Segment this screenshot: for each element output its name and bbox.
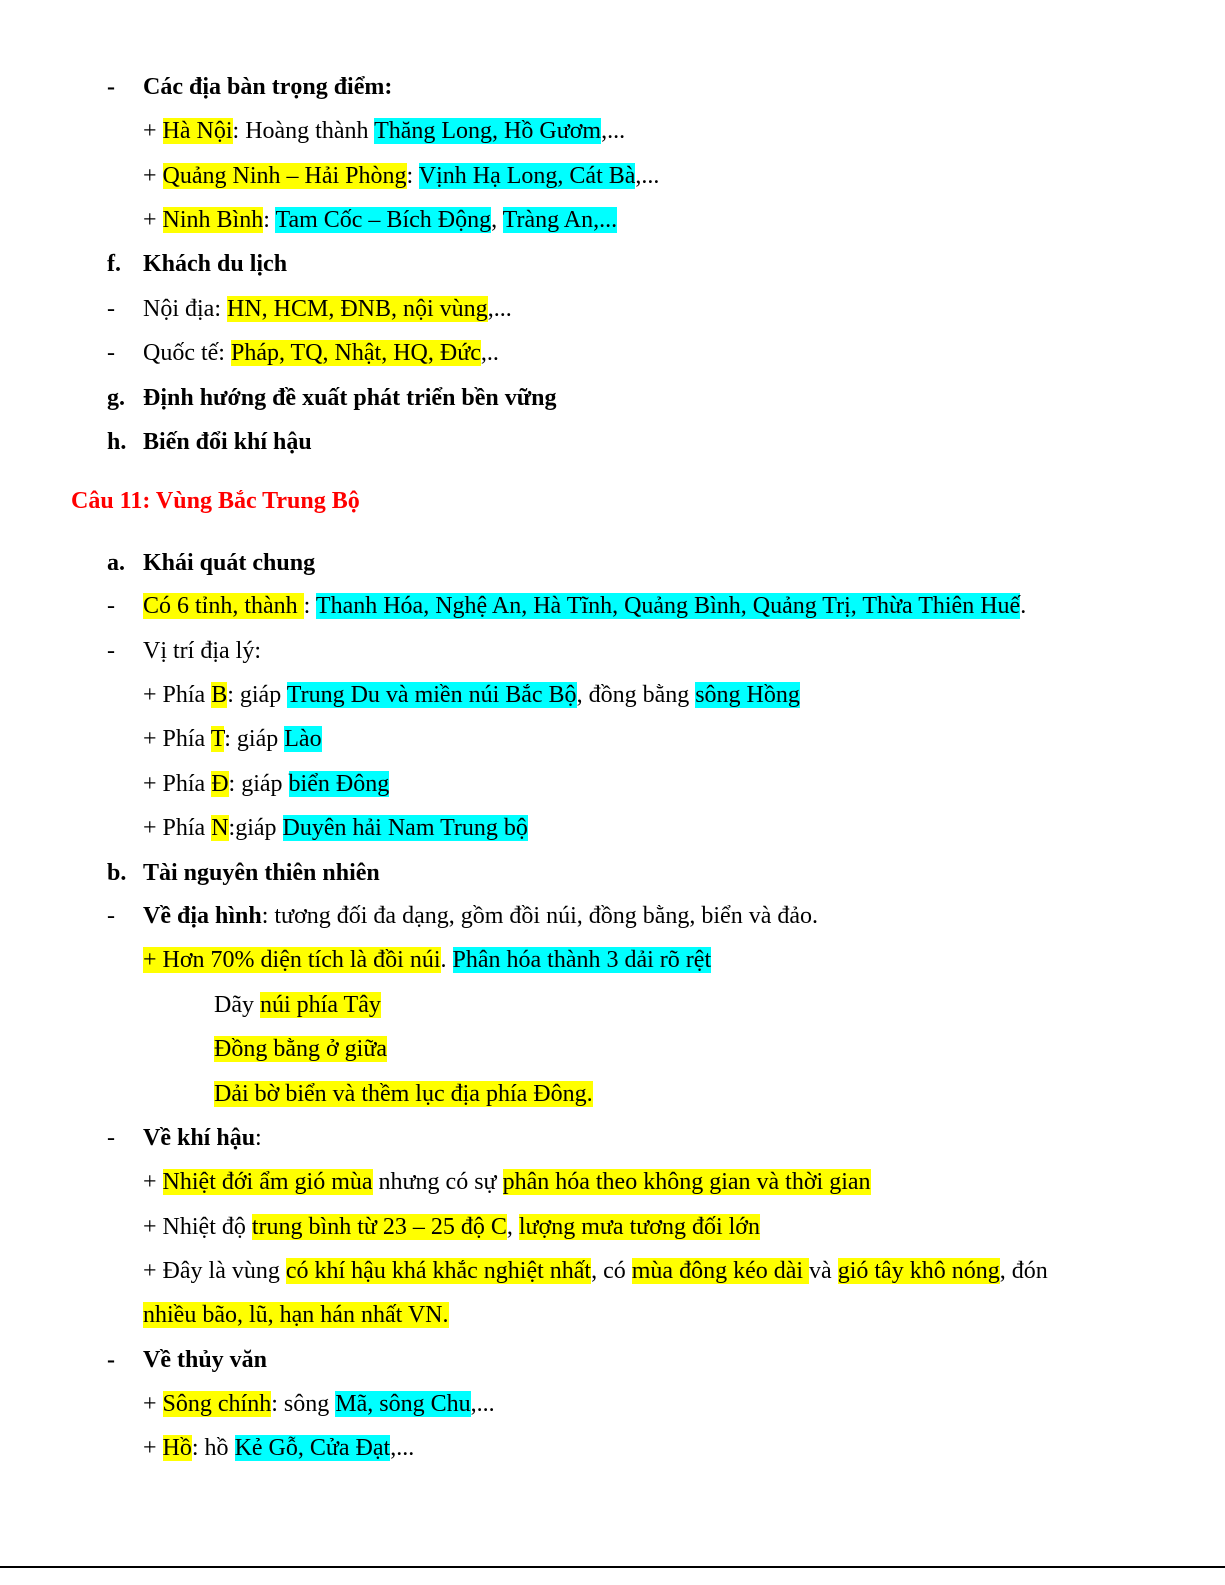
text-segment: Định hướng đề xuất phát triển bền vững <box>143 385 557 411</box>
highlighted-text: núi phía Tây <box>259 992 381 1018</box>
list-marker: g. <box>107 385 125 411</box>
text-line <box>143 1300 449 1330</box>
highlighted-text: Pháp, TQ, Nhật, HQ, Đức <box>230 340 481 366</box>
highlighted-text: Tràng An,... <box>502 207 618 233</box>
text-segment: : <box>255 1125 262 1151</box>
text-segment: , có <box>591 1258 632 1284</box>
highlighted-text: Hồ <box>162 1435 192 1461</box>
text-line <box>143 1389 495 1419</box>
highlighted-text: Trung Du và miền núi Bắc Bộ <box>286 682 577 708</box>
text-segment: Quốc tế: <box>143 340 231 366</box>
list-marker: - <box>107 1125 115 1151</box>
text-segment: Về khí hậu <box>143 1125 256 1151</box>
text-line <box>143 338 499 368</box>
text-segment: Khách du lịch <box>143 251 288 277</box>
list-marker: f. <box>107 251 121 277</box>
highlighted-text: T <box>210 726 225 752</box>
text-segment: Biến đổi khí hậu <box>143 429 312 455</box>
text-segment: Về thủy văn <box>143 1347 268 1373</box>
text-segment: + Phía <box>143 815 212 841</box>
text-segment: + <box>143 207 163 233</box>
highlighted-text: Sông chính <box>162 1391 272 1417</box>
text-segment: ,... <box>487 296 512 322</box>
text-segment: , đón <box>999 1258 1048 1284</box>
highlighted-text: lượng mưa tương đối lớn <box>518 1214 760 1240</box>
text-line <box>214 1079 593 1109</box>
highlighted-text: Kẻ Gỗ, Cửa Đạt <box>234 1435 391 1461</box>
text-segment: Dãy <box>214 992 260 1018</box>
text-line <box>143 116 625 146</box>
highlighted-text: Dải bờ biển và thềm lục địa phía Đông. <box>214 1081 593 1107</box>
text-segment: + <box>143 1169 163 1195</box>
highlighted-text: trung bình từ 23 – 25 độ C <box>251 1214 507 1240</box>
text-segment: + <box>143 1435 163 1461</box>
highlighted-text: Hà Nội <box>162 118 233 144</box>
text-segment: ,... <box>390 1435 415 1461</box>
highlighted-text: Đồng bằng ở giữa <box>214 1036 388 1062</box>
highlighted-text: sông Hồng <box>695 682 800 708</box>
text-line <box>143 769 389 799</box>
text-segment: + <box>143 118 163 144</box>
text-segment: ,... <box>601 118 626 144</box>
text-line <box>143 945 711 975</box>
text-line <box>143 1256 1048 1286</box>
text-line <box>143 1212 760 1242</box>
text-line <box>143 636 261 666</box>
text-segment: + Nhiệt độ <box>143 1214 252 1240</box>
text-line <box>143 427 312 457</box>
text-segment: Khái quát chung <box>143 550 316 576</box>
text-line <box>143 901 818 931</box>
highlighted-text: + Hơn 70% diện tích là đồi núi <box>143 947 441 973</box>
highlighted-text: B <box>211 682 228 708</box>
text-segment: + <box>143 1391 163 1417</box>
text-segment: : giáp <box>224 726 285 752</box>
text-line <box>143 680 800 710</box>
text-segment: : Hoàng thành <box>232 118 375 144</box>
highlighted-text: Thanh Hóa, Nghệ An, Hà Tĩnh, Quảng Bình, Quảng Trị, Thừa Thiên Huế <box>315 593 1021 619</box>
text-line <box>143 724 322 754</box>
highlighted-text: Tam Cốc – Bích Động <box>275 207 492 233</box>
highlighted-text: Quảng Ninh – Hải Phòng <box>162 163 407 189</box>
highlighted-text: nhiều bão, lũ, hạn hán nhất VN. <box>143 1302 449 1328</box>
text-segment: + Phía <box>143 771 212 797</box>
text-segment: Vị trí địa lý: <box>143 638 261 664</box>
highlighted-text: HN, HCM, ĐNB, nội vùng <box>227 296 488 322</box>
highlighted-text: Mã, sông Chu <box>335 1391 471 1417</box>
list-marker: a. <box>107 550 125 576</box>
text-line <box>143 161 659 191</box>
text-segment: Các địa bàn trọng điểm: <box>143 74 393 100</box>
highlighted-text: mùa đông kéo dài <box>631 1258 810 1284</box>
highlighted-text: Ninh Bình <box>162 207 264 233</box>
text-line <box>214 1034 387 1064</box>
text-segment: , <box>491 207 503 233</box>
text-segment: : <box>303 593 316 619</box>
text-segment: + Đây là vùng <box>143 1258 286 1284</box>
list-marker: - <box>107 1347 115 1373</box>
list-marker: h. <box>107 429 127 455</box>
highlighted-text: N <box>211 815 229 841</box>
highlighted-text: có khí hậu khá khắc nghiệt nhất <box>285 1258 592 1284</box>
text-line <box>143 1345 267 1375</box>
text-segment: Về địa hình <box>143 903 262 929</box>
highlighted-text: Thăng Long, Hồ Gươm <box>374 118 602 144</box>
text-segment: + Phía <box>143 726 211 752</box>
text-line <box>143 1167 871 1197</box>
text-segment: nhưng có sự <box>372 1169 503 1195</box>
highlighted-text: Duyên hải Nam Trung bộ <box>282 815 528 841</box>
highlighted-text: gió tây khô nóng <box>837 1258 1000 1284</box>
text-segment: : giáp <box>228 771 289 797</box>
list-marker: - <box>107 296 115 322</box>
highlighted-text: biển Đông <box>288 771 390 797</box>
text-segment: , đồng bằng <box>576 682 696 708</box>
text-line <box>143 591 1026 621</box>
list-marker: - <box>107 903 115 929</box>
text-segment: : tương đối đa dạng, gồm đồi núi, đồng bằng, biển và đảo. <box>261 903 819 929</box>
text-line <box>143 249 287 279</box>
highlighted-text: phân hóa theo không gian và thời gian <box>502 1169 871 1195</box>
text-line <box>143 383 557 413</box>
text-line <box>143 858 380 888</box>
list-marker: - <box>107 638 115 664</box>
text-line <box>143 72 392 102</box>
text-line <box>214 990 381 1020</box>
text-segment: ,... <box>635 163 660 189</box>
text-segment: : <box>263 207 276 233</box>
text-segment: . <box>1020 593 1027 619</box>
text-segment: Nội địa: <box>143 296 227 322</box>
text-line <box>143 205 617 235</box>
text-segment: . <box>440 947 453 973</box>
text-segment: :giáp <box>228 815 283 841</box>
text-line <box>143 813 528 843</box>
text-line <box>143 1123 262 1153</box>
list-marker: - <box>107 340 115 366</box>
text-segment: và <box>809 1258 838 1284</box>
highlighted-text: Lào <box>284 726 322 752</box>
text-segment: : giáp <box>227 682 287 708</box>
list-marker: - <box>107 593 115 619</box>
text-segment: + <box>143 163 163 189</box>
bottom-rule <box>0 1566 1225 1568</box>
text-segment: , <box>506 1214 519 1240</box>
highlighted-text: Vịnh Hạ Long, Cát Bà <box>418 163 636 189</box>
text-segment: : hồ <box>191 1435 235 1461</box>
highlighted-text: Đ <box>211 771 229 797</box>
text-segment: : <box>406 163 419 189</box>
text-segment: Tài nguyên thiên nhiên <box>143 860 380 886</box>
highlighted-text: Phân hóa thành 3 dải rõ rệt <box>452 947 712 973</box>
highlighted-text: Có 6 tỉnh, thành <box>143 593 304 619</box>
list-marker: b. <box>107 860 127 886</box>
highlighted-text: Nhiệt đới ẩm gió mùa <box>162 1169 373 1195</box>
section-heading <box>71 486 360 516</box>
text-segment: : sông <box>271 1391 336 1417</box>
text-segment: ,.. <box>480 340 499 366</box>
text-segment: ,... <box>470 1391 495 1417</box>
text-line <box>143 548 315 578</box>
text-line <box>143 1433 414 1463</box>
list-marker: - <box>107 74 115 100</box>
text-segment: + Phía <box>143 682 212 708</box>
text-line <box>143 294 512 324</box>
text-segment: Câu 11: Vùng Bắc Trung Bộ <box>71 488 360 514</box>
